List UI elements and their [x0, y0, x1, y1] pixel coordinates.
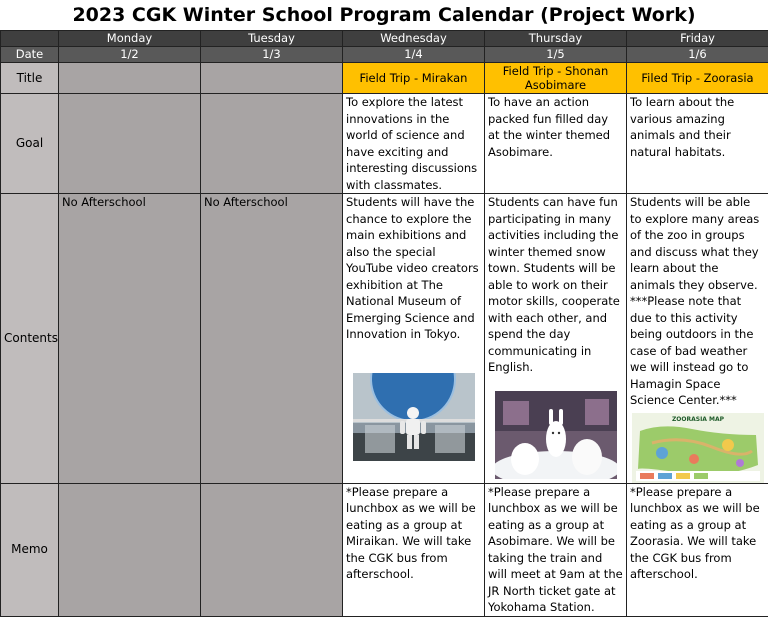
zoorasia-map-image — [632, 413, 764, 483]
thursday-contents-cell — [485, 194, 627, 484]
wednesday-goal: To explore the latest innovations in the world of science and have exciting and interesting discussions with classmates. — [343, 94, 485, 194]
friday-title: Filed Trip - Zoorasia — [627, 63, 768, 94]
weekday-friday: Friday — [627, 31, 768, 47]
monday-goal-cell — [59, 94, 201, 194]
friday-memo: *Please prepare a lunchbox as we will be eating as a group at Zoorasia. We will take the CGK bus from afterschool. — [627, 483, 768, 616]
wednesday-contents: Students will have the chance to explore the main exhibitions and also the special YouTube video creators exhibition at The National Museum of Emerging Science and Innovation in Tokyo. — [346, 194, 481, 343]
thursday-goal: To have an action packed fun filled day at the winter themed Asobimare. — [485, 94, 627, 194]
tuesday-memo-cell — [201, 483, 343, 616]
date-monday: 1/2 — [59, 47, 201, 63]
thursday-title: Field Trip - Shonan Asobimare — [485, 63, 627, 94]
tuesday-title-cell — [201, 63, 343, 94]
friday-contents: Students will be able to explore many areas of the zoo in groups and discuss what they learn about the animals they observe. ***Please note that due to this activity being outdoors in the case of bad weather we will instead go to Hamagin Space Science Center.*** — [630, 194, 765, 409]
weekday-tuesday: Tuesday — [201, 31, 343, 47]
date-thursday: 1/5 — [485, 47, 627, 63]
goal-row-label: Goal — [1, 94, 59, 194]
weekday-thursday: Thursday — [485, 31, 627, 47]
monday-memo-cell — [59, 483, 201, 616]
date-header-row — [1, 47, 768, 63]
corner-cell — [1, 31, 59, 47]
wednesday-memo: *Please prepare a lunchbox as we will be eating as a group at Miraikan. We will take the CGK bus from afterschool. — [343, 483, 485, 616]
monday-title-cell — [59, 63, 201, 94]
memo-row-label: Memo — [1, 483, 59, 616]
page-title: 2023 CGK Winter School Program Calendar (Project Work) — [0, 0, 768, 30]
thursday-memo: *Please prepare a lunchbox as we will be eating as a group at Asobimare. We will be taking the train and will meet at 9am at the JR North ticket gate at Yokohama Station. — [485, 483, 627, 616]
program-calendar-table — [0, 30, 768, 617]
zoorasia-map-title: ZOORASIA MAP — [672, 416, 725, 423]
memo-row — [1, 483, 768, 616]
monday-contents: No Afterschool — [59, 194, 201, 484]
title-row — [1, 63, 768, 94]
contents-row — [1, 194, 768, 484]
snow-town-photo — [495, 391, 617, 479]
date-wednesday: 1/4 — [343, 47, 485, 63]
date-label: Date — [1, 47, 59, 63]
wednesday-title: Field Trip - Mirakan — [343, 63, 485, 94]
contents-row-label: Contents — [1, 194, 59, 484]
thursday-contents: Students can have fun participating in many activities including the winter themed snow town. Students will be able to work on their motor skills, cooperate with each other, and spend the day communicating in English. — [488, 194, 623, 376]
weekday-header-row — [1, 31, 768, 47]
title-row-label: Title — [1, 63, 59, 94]
tuesday-contents: No Afterschool — [201, 194, 343, 484]
date-tuesday: 1/3 — [201, 47, 343, 63]
friday-contents-cell — [627, 194, 768, 484]
robot-exhibit-photo — [353, 373, 475, 461]
goal-row — [1, 94, 768, 194]
friday-goal: To learn about the various amazing animals and their natural habitats. — [627, 94, 768, 194]
tuesday-goal-cell — [201, 94, 343, 194]
weekday-wednesday: Wednesday — [343, 31, 485, 47]
wednesday-contents-cell — [343, 194, 485, 484]
weekday-monday: Monday — [59, 31, 201, 47]
date-friday: 1/6 — [627, 47, 768, 63]
